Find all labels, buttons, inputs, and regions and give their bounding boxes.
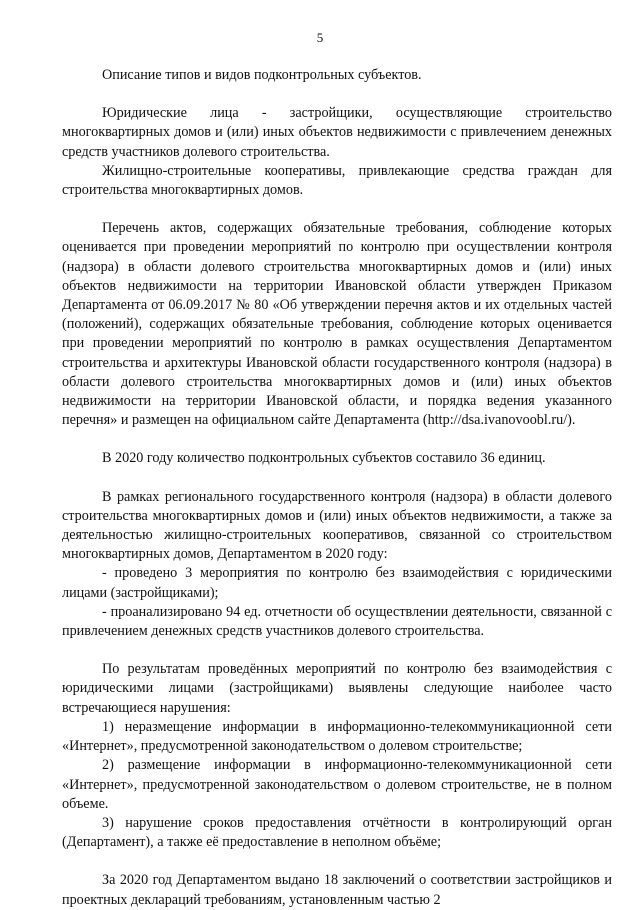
page-content <box>62 66 612 910</box>
list-item-reports-analyzed: - проанализировано 94 ед. отчетности об осуществлении деятельности, связанной с привлечением денежных средств участников долевого строительства. <box>62 603 612 640</box>
list-item-violation-3: 3) нарушение сроков предоставления отчётности в контролирующий орган (Департамент), а также её предоставление в неполном объёме; <box>62 814 612 851</box>
page-number: 5 <box>316 30 324 45</box>
list-item-violation-1: 1) неразмещение информации в информационно-телекоммуникационной сети «Интернет», предусмотренной законодательством о долевом строительстве; <box>62 718 612 755</box>
paragraph-cooperatives: Жилищно-строительные кооперативы, привлекающие средства граждан для строительства многоквартирных домов. <box>62 162 612 199</box>
paragraph-developers: Юридические лица - застройщики, осуществляющие строительство многоквартирных домов и (или) иных объектов недвижимости с привлечением денежных средств участников долевого строительства. <box>62 105 612 160</box>
paragraph-control-activities: В рамках регионального государственного контроля (надзора) в области долевого строительства многоквартирных домов и (или) иных объектов недвижимости, а также за деятельностью жилищно-строительных кооперативов, связанной со строительством многоквартирных домов, Департаментом в 2020 году: <box>62 488 612 563</box>
paragraph-violations-intro: По результатам проведённых мероприятий по контролю без взаимодействия с юридическими лицами (застройщиками) выявлены следующие наиболее часто встречающиеся нарушения: <box>62 661 612 716</box>
paragraph-conclusions: За 2020 год Департаментом выдано 18 заключений о соответствии застройщиков и проектных деклараций требованиям, установленным частью 2 <box>62 872 612 908</box>
paragraph-acts-list: Перечень актов, содержащих обязательные требования, соблюдение которых оценивается при проведении мероприятий по контролю при осуществлении контроля (надзора) в области долевого строительства многоквартирных домов и (или) иных объектов недвижимости на территории Ивановской области утвержден Приказом Департамента от 06.09.2017 № 80 «Об утверждении перечня актов и их отдельных частей (положений), содержащих обязательные требования, соблюдение которых оценивается при проведении мероприятий по контролю в рамках осуществления Департаментом строительства и архитектуры Ивановской области государственного контроля (надзора) в области долевого строительства многоквартирных домов и (или) иных объектов недвижимости на территории Ивановской области, и порядка ведения указанного перечня» и размещен на официальном сайте Департамента (http://dsa.ivanovoobl.ru/). <box>62 220 612 429</box>
section-heading: Описание типов и видов подконтрольных субъектов. <box>102 67 422 83</box>
list-item-violation-2: 2) размещение информации в информационно-телекоммуникационной сети «Интернет», предусмотренной законодательством о долевом строительстве, не в полном объеме. <box>62 757 612 812</box>
list-item-activities-conducted: - проведено 3 мероприятия по контролю без взаимодействия с юридическими лицами (застройщиками); <box>62 565 612 601</box>
paragraph-subjects-count: В 2020 году количество подконтрольных субъектов составило 36 единиц. <box>102 450 546 467</box>
